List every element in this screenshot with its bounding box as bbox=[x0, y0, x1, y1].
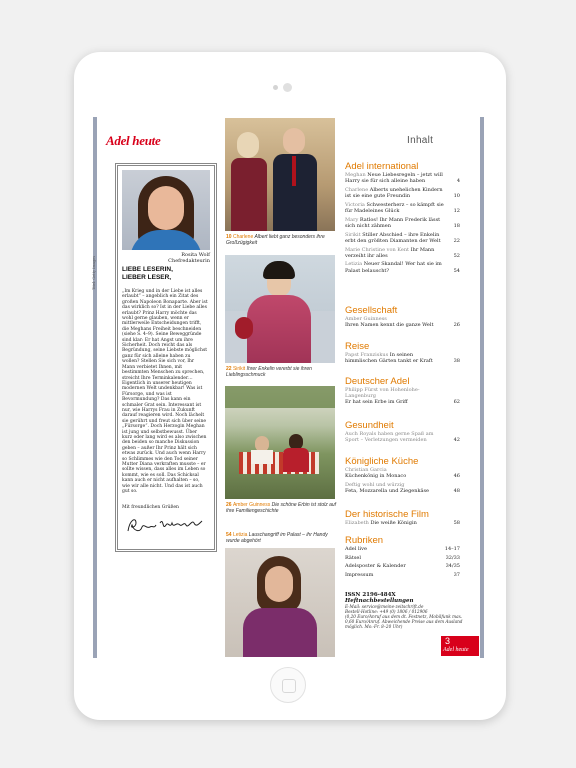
imprint-pricing: (0,20 Euro/Anruf aus dem dt. Festnetz, Mobilfunk max. 0,60 Euro/Anruf. Abweichende Preise aus dem Ausland möglich. Mo.-Fr. 8–20 Uhr) bbox=[345, 614, 463, 629]
toc-entry[interactable]: Adel live 14–17 bbox=[345, 546, 460, 552]
editor-title: Chefredakteurin bbox=[168, 258, 210, 264]
greeting-line-2: LIEBER LESER, bbox=[122, 274, 172, 281]
toc-section-koenigliche-kueche bbox=[345, 453, 460, 497]
page-number: 3 bbox=[445, 636, 451, 646]
section-title: Deutscher Adel bbox=[345, 376, 410, 387]
section-title: Königliche Küche bbox=[345, 456, 419, 467]
page-number-badge bbox=[441, 636, 479, 656]
toc-entry[interactable]: Letizia Neuer Skandal! Wer hat sie im Palast belauscht? 54 bbox=[345, 261, 460, 274]
page-edge-left bbox=[93, 117, 97, 658]
photo-amber-guinness[interactable] bbox=[225, 386, 335, 499]
editor-caption bbox=[168, 252, 210, 264]
issn-number: ISSN 2196-484X bbox=[345, 592, 396, 598]
toc-section-rubriken bbox=[345, 532, 460, 581]
toc-entry[interactable]: Christian Garcia Küchenkönig in Monaco 46 bbox=[345, 467, 460, 480]
editor-portrait bbox=[122, 170, 210, 250]
imprint-hotline: Bestell-Hotline: +49 (0) 1806 / 012906 bbox=[345, 609, 428, 614]
toc-section-gesellschaft bbox=[345, 302, 460, 331]
section-title: Adel international bbox=[345, 161, 419, 172]
caption-sirikit: 22 Sirikit Ihrer Enkelin vererbt sie ihren Lieblingsschmuck bbox=[226, 366, 312, 378]
toc-entry[interactable]: Deftig wohl und würzig Feta, Mozzarella und Ziegenkäse 48 bbox=[345, 481, 460, 495]
back-order-title: Heftnachbestellungen bbox=[345, 598, 414, 604]
page-edge-right bbox=[480, 117, 484, 658]
signature-image bbox=[124, 513, 206, 537]
home-button[interactable] bbox=[270, 667, 306, 703]
caption-charlene: 10 Charlene Albert liebt ganz besonders ihre Großzügigkeit bbox=[226, 234, 325, 246]
caption-letizia: 54 Letizia Lauschangriff im Palast – ihr Handy wurde abgehört bbox=[226, 532, 328, 544]
imprint-email: E-Mail: service@meine-zeitschrift.de bbox=[345, 604, 424, 609]
toc-entry[interactable]: Adelsposter & Kalender 34/35 bbox=[345, 563, 460, 570]
photo-credit: Titel: Getty Images bbox=[92, 255, 96, 290]
editorial-greeting bbox=[122, 266, 173, 282]
toc-entry[interactable]: Charlene Alberts unehelichen Kindern ist sie eine gute Freundin 10 bbox=[345, 186, 460, 200]
caption-amber-guinness: 26 Amber Guinness Die schöne Erbin ist stolz auf ihre Familiengeschichte bbox=[226, 502, 337, 514]
editorial-signoff: Mit freundlichen Grüßen bbox=[122, 505, 179, 510]
home-square-icon bbox=[282, 679, 296, 693]
toc-entry[interactable]: Sirikit Stiller Abschied – ihre Enkelin erbt den größten Diamanten der Welt 22 bbox=[345, 231, 460, 244]
toc-entry[interactable]: Meghan Neue Liebesregeln – jetzt will Harry sie für sich alleine haben 4 bbox=[345, 172, 460, 185]
greeting-line-1: LIEBE LESERIN, bbox=[122, 266, 173, 273]
camera-sensor-icon bbox=[273, 85, 278, 90]
camera-lens-icon bbox=[283, 83, 292, 92]
toc-section-reise bbox=[345, 338, 460, 367]
toc-entry[interactable]: Elizabeth Die weiße Königin 58 bbox=[345, 520, 460, 526]
editor-name: Rosita Wolf bbox=[181, 252, 210, 258]
toc-entry[interactable]: Amber Guinness Ihren Namen kennt die ganze Welt 26 bbox=[345, 316, 460, 329]
toc-entry[interactable]: Auch Royals haben gerne Spaß am Sport – Verletzungen vermeiden 42 bbox=[345, 431, 460, 444]
toc-entry[interactable]: Philipp Fürst von Hohenlohe-Langenburg Er hat sein Erbe im Griff 62 bbox=[345, 387, 460, 406]
toc-heading: Inhalt bbox=[407, 135, 434, 146]
magazine-logo: Adel heute bbox=[106, 133, 161, 148]
toc-entry[interactable]: Papst Franziskus In seinen himmlischen Gärten tankt er Kraft 38 bbox=[345, 352, 460, 365]
photo-charlene-albert[interactable] bbox=[225, 118, 335, 231]
toc-entry[interactable]: Mary Ratlos! Ihr Mann Frederik lässt sich nicht zähmen 18 bbox=[345, 216, 460, 229]
toc-section-historischer-film bbox=[345, 506, 460, 529]
photo-sirikit[interactable] bbox=[225, 255, 335, 363]
toc-entry[interactable]: Victoria Schwesterherz – so kämpft sie für Madeleines Glück 12 bbox=[345, 201, 460, 215]
toc-entry[interactable]: Impressum 37 bbox=[345, 572, 460, 579]
toc-section-gesundheit bbox=[345, 417, 460, 446]
footer-logo: Adel heute bbox=[443, 647, 469, 653]
section-title: Rubriken bbox=[345, 535, 384, 546]
photo-letizia[interactable] bbox=[225, 548, 335, 657]
section-title: Der historische Film bbox=[345, 509, 429, 520]
editorial-body: „Im Krieg und in der Liebe ist alles erlaubt“ – angeblich ein Zitat des großen Napoleon Bonaparte. Aber ist das wirklich so? Ist in der Liebe alles erlaubt? Prinz Harry möchte das wohl gerne glauben, wenn er mittlerweile Entscheidungen trifft, die Meghans Freiheit beschneiden (siehe S. 4–9). Seine Beweggründe sind klar: Er hat Angst um ihre Sicherheit. Doch reicht das als Begründung, seine Liebste möglichst ganz für sich alleine haben zu wollen? Stellen Sie sich vor, Ihr Mann verbietet Ihnen, mit bestimmten Menschen zu sprechen, streicht Ihre Terminkalender… Eigentlich in unserer heutigen modernen Welt undenkbar! Was ist Fürsorge, und was ist Bevormundung? Das kann ein schmaler Grat sein. Interessant ist nur, wie Harrys Frau in Zukunft darauf reagieren wird. Noch lächelt sie gerührt und freut sich über seine „Fürsorge“. Doch Herzogin Meghan ist jung und selbstbewusst. Über kurz oder lang wird es also zwischen den beiden so manche Diskussion geben – außer Ihr Prinz hält sich etwas zurück. Und auch wenn Harry so Schlimmes wie den Tod seiner Mutter Diana verkraften musste – er sollte wissen, dass alles im Leben so kommt, wie es soll. Das Schicksal kann auch er nicht aufhalten – so, wie wir alle nicht. Und das ist auch gut so. bbox=[122, 289, 208, 495]
section-title: Reise bbox=[345, 341, 370, 352]
toc-entry[interactable]: Marie Christine von Kent Ihr Mann verzeiht ihr alles 52 bbox=[345, 246, 460, 259]
toc-section-adel-international bbox=[345, 158, 460, 276]
toc-section-deutscher-adel bbox=[345, 373, 460, 408]
section-title: Gesellschaft bbox=[345, 305, 398, 316]
imprint-block bbox=[345, 592, 463, 629]
editorial-box bbox=[115, 163, 217, 552]
section-title: Gesundheit bbox=[345, 420, 394, 431]
toc-entry[interactable]: Rätsel 32/33 bbox=[345, 554, 460, 561]
